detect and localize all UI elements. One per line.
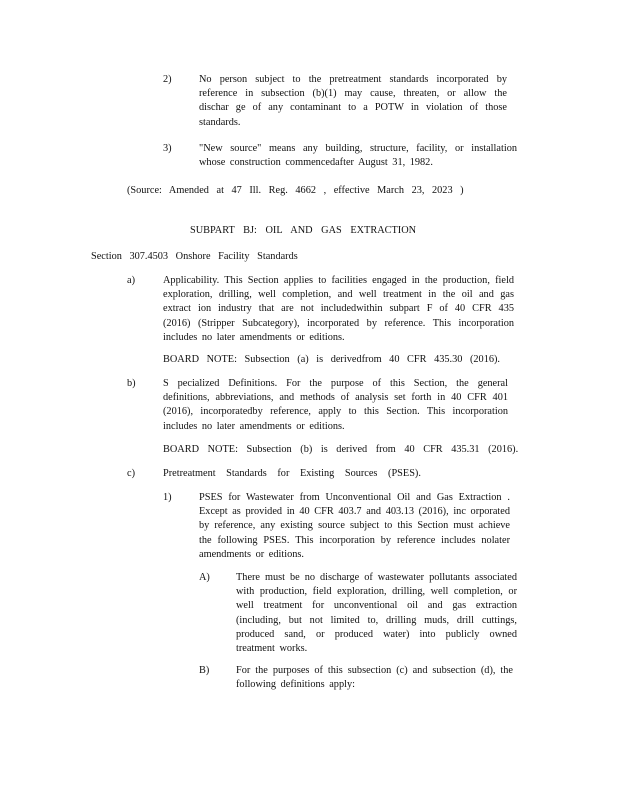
item-3-marker: 3) bbox=[163, 143, 172, 154]
subsection-a-text: Applicability. This Section applies to facilities engaged in the production, field exploration, drilling, well completion, and well treatment in the oil and gas extract ion industry that are not includedwithin subpart F of 40 CFR 435 (2016) (Stripper Subcategory), incorporated by reference. This incorporation includes no later amendments or editions. bbox=[163, 275, 514, 343]
subsection-a-marker: a) bbox=[127, 275, 135, 286]
c1-text: PSES for Wastewater from Unconventional Oil and Gas Extraction . Except as provided in 40 CFR 403.7 and 403.13 (2016), inc orporated by reference, any existing source subject to this Section must achieve the following PSES. This incorporation by reference includes nolater amendments or editions. bbox=[199, 492, 510, 560]
item-3-text: "New source" means any building, structure, facility, or installation whose construction commencedafter August 31, 1982. bbox=[199, 143, 517, 169]
subsection-c-text: Pretreatment Standards for Existing Sources (PSES). bbox=[163, 468, 421, 479]
c1B-text: For the purposes of this subsection (c) and subsection (d), the following definitions apply: bbox=[236, 665, 513, 691]
subsection-c-marker: c) bbox=[127, 468, 135, 479]
item-2-marker: 2) bbox=[163, 74, 172, 85]
subsection-b-marker: b) bbox=[127, 378, 136, 389]
board-note-a: BOARD NOTE: Subsection (a) is derivedfrom 40 CFR 435.30 (2016). bbox=[163, 354, 501, 365]
c1A-marker: A) bbox=[199, 572, 210, 583]
subsection-b-text: S pecialized Definitions. For the purpose of this Section, the general definitions, abbreviations, and methods of analysis set forth in 40 CFR 401 (2016), incorporatedby reference, apply to this Section. This incorporation includes no later amendments or editions. bbox=[163, 378, 508, 432]
c1-marker: 1) bbox=[163, 492, 172, 503]
section-heading: Section 307.4503 Onshore Facility Standards bbox=[91, 251, 298, 262]
source-note: (Source: Amended at 47 Ill. Reg. 4662 , effective March 23, 2023 ) bbox=[127, 185, 464, 196]
board-note-b: BOARD NOTE: Subsection (b) is derived from 40 CFR 435.31 (2016). bbox=[163, 444, 519, 455]
c1B-marker: B) bbox=[199, 665, 210, 676]
item-2-text: No person subject to the pretreatment standards incorporated by reference in subsection (b)(1) may cause, threaten, or allow the dischar ge of any contaminant to a POTW in violation of those standards. bbox=[199, 74, 507, 128]
subpart-heading: SUBPART BJ: OIL AND GAS EXTRACTION bbox=[190, 225, 417, 236]
c1A-text: There must be no discharge of wastewater pollutants associated with production, field exploration, drilling, well completion, or well treatment for unconventional oil and gas extraction (including, but not limited to, drilling muds, drill cuttings, produced sand, or produced water) into publicly owned treatment works. bbox=[236, 572, 517, 655]
